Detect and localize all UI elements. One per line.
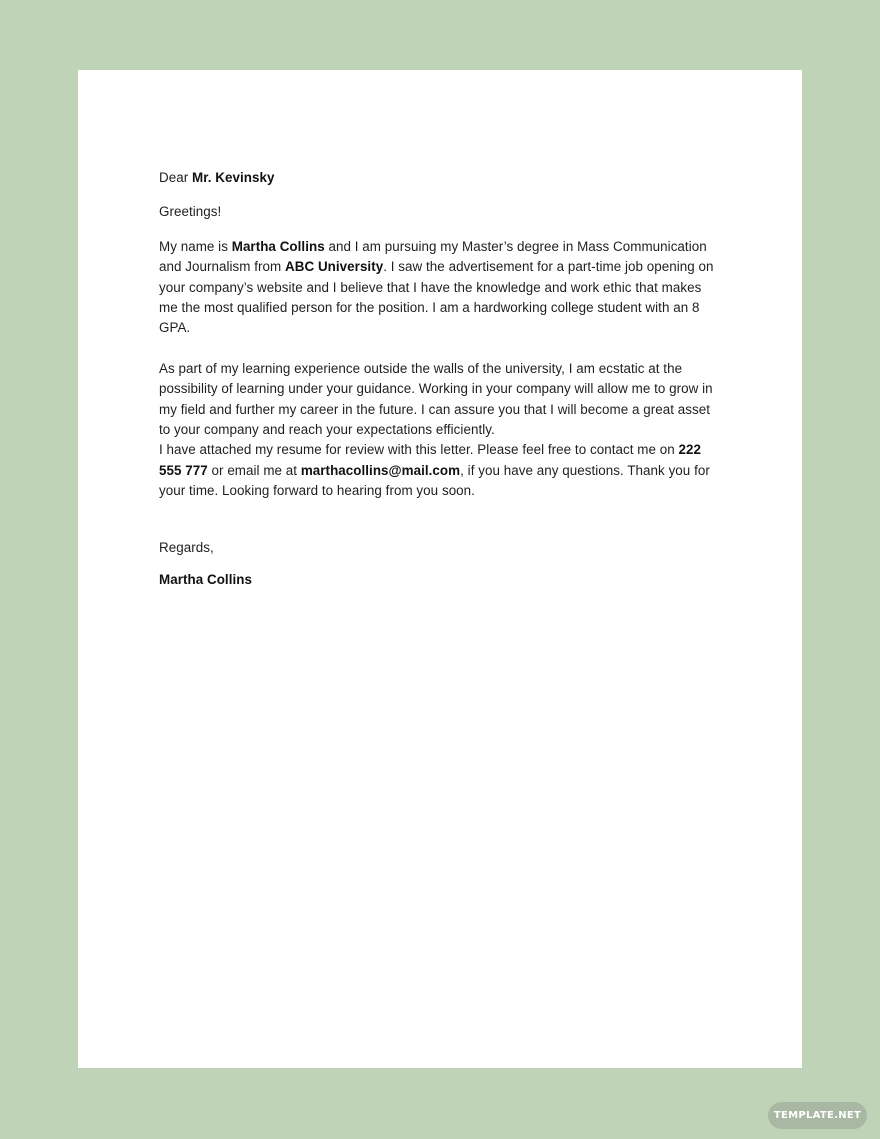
contact-text-3: , if you have any questions. Thank you for your time. Looking forward to hearing from you soon. (159, 462, 710, 499)
phone-number: 222 555 777 (159, 442, 701, 478)
letter-page (78, 70, 802, 1068)
sender-name-bold: Martha Collins (231, 238, 325, 254)
contact-text-1: I have attached my resume for review with this letter. Please feel free to contact me on (159, 442, 679, 458)
paragraph-contact (159, 440, 719, 501)
email-address: marthacollins@mail.com (300, 462, 461, 478)
salutation (159, 168, 719, 188)
intro-text-3: . I saw the advertisement for a part-time job opening on your company’s website and I believe that I have the knowledge and work ethic that makes me the most qualified person for the position. I am a hardworking college student with an 8 GPA. (159, 259, 714, 336)
signature-name (159, 570, 719, 590)
paragraph-intro (159, 237, 719, 339)
contact-text-2: or email me at (207, 462, 301, 478)
signature-bold: Martha Collins (159, 572, 252, 588)
university-name-bold: ABC University (285, 259, 384, 275)
greeting: Greetings! (159, 204, 222, 220)
template-net-watermark: TEMPLATE.NET (768, 1102, 867, 1129)
intro-text-2: and I am pursuing my Master’s degree in Mass Communication and Journalism from (159, 238, 707, 275)
recipient-name: Mr. Kevinsky (192, 170, 275, 185)
salutation-prefix: Dear (159, 170, 192, 185)
letter-body (159, 168, 719, 591)
paragraph-motivation: As part of my learning experience outside the walls of the university, I am ecstatic at the possibility of learning under your guidance. Working in your company will allow me to grow in my field and further my career in the future. I can assure you that I will become a great asset to your company and reach your expectations efficiently. (159, 360, 713, 438)
closing: Regards, (159, 539, 214, 555)
intro-text-1: My name is (159, 238, 232, 254)
